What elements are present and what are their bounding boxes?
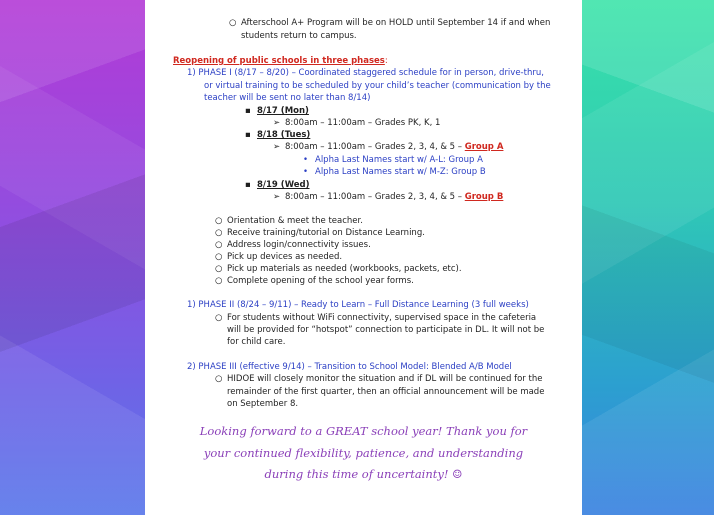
circle-bullet-icon: ○ [215,216,223,226]
phase1-line-1: 1) PHASE I (8/17 – 8/20) – Coordinated staggered schedule for in person, drive-thru, [187,68,544,78]
phase1-line-2: or virtual training to be scheduled by your child’s teacher (communication by the [204,81,551,91]
circle-bullet-icon: ○ [215,240,223,250]
circle-bullet-icon: ○ [229,18,237,28]
circle-bullet-icon: ○ [215,374,223,384]
group-a-label: Group A [464,142,504,152]
arrow-bullet-icon: ➢ [273,192,281,202]
dot-bullet-icon: • [303,167,309,177]
orient-item: ○ Orientation & meet the teacher. [215,216,363,226]
square-bullet-icon: ▪ [245,106,251,116]
orient-item: ○ Address login/connectivity issues. [215,240,371,250]
closing-line-2: your continued flexibility, patience, and understanding [203,446,524,460]
circle-bullet-icon: ○ [215,252,223,262]
background-left [0,0,145,515]
phase2-line-1: ○ For students without WiFi connectivity, supervised space in the cafeteria [215,313,537,323]
orient-item: ○ Receive training/tutorial on Distance Learning. [215,228,425,238]
day3-label: ▪ 8/19 (Wed) [245,180,310,190]
phase3-line-3: on September 8. [227,399,299,409]
day2-label: ▪ 8/18 (Tues) [245,130,311,140]
afterschool-line: ○ Afterschool A+ Program will be on HOLD until September 14 if and when [229,18,551,28]
phase2-heading: 1) PHASE II (8/24 – 9/11) – Ready to Learn – Full Distance Learning (3 full weeks) [187,300,529,310]
afterschool-line-2: students return to campus. [241,31,357,41]
square-bullet-icon: ▪ [245,180,251,190]
phase2-line-2: will be provided for “hotspot” connection to participate in DL. It will not be [227,325,545,335]
background-right [582,0,714,515]
alpha-b-line: • Alpha Last Names start w/ M-Z: Group B [303,167,486,177]
day2-time: ➢ 8:00am – 11:00am – Grades 2, 3, 4, & 5 – Group A [273,142,504,152]
group-b-label: Group B [464,192,504,202]
circle-bullet-icon: ○ [215,276,223,286]
day1-label: ▪ 8/17 (Mon) [245,106,309,116]
reopening-heading: Reopening of public schools in three phases: [173,56,388,66]
circle-bullet-icon: ○ [215,264,223,274]
square-bullet-icon: ▪ [245,130,251,140]
arrow-bullet-icon: ➢ [273,118,281,128]
document-page [145,0,582,515]
dot-bullet-icon: • [303,155,309,165]
circle-bullet-icon: ○ [215,228,223,238]
orient-item: ○ Complete opening of the school year forms. [215,276,414,286]
phase3-heading: 2) PHASE III (effective 9/14) – Transition to School Model: Blended A/B Model [187,362,512,372]
phase3-line-2: remainder of the first quarter, then an official announcement will be made [227,387,545,397]
alpha-a-line: • Alpha Last Names start w/ A-L: Group A [303,155,483,165]
phase3-line-1: ○ HIDOE will closely monitor the situation and if DL will be continued for the [215,374,543,384]
closing-line-1: Looking forward to a GREAT school year! Thank you for [199,424,528,438]
closing-line-3: during this time of uncertainty! ☺ [264,467,463,481]
day3-time: ➢ 8:00am – 11:00am – Grades 2, 3, 4, & 5 – Group B [273,192,504,202]
orient-item: ○ Pick up devices as needed. [215,252,343,262]
arrow-bullet-icon: ➢ [273,142,281,152]
circle-bullet-icon: ○ [215,313,223,323]
orient-item: ○ Pick up materials as needed (workbooks, packets, etc). [215,264,462,274]
phase2-line-3: for child care. [227,337,286,347]
phase1-line-3: teacher will be sent no later than 8/14) [204,93,371,103]
day1-time: ➢ 8:00am – 11:00am – Grades PK, K, 1 [273,118,441,128]
